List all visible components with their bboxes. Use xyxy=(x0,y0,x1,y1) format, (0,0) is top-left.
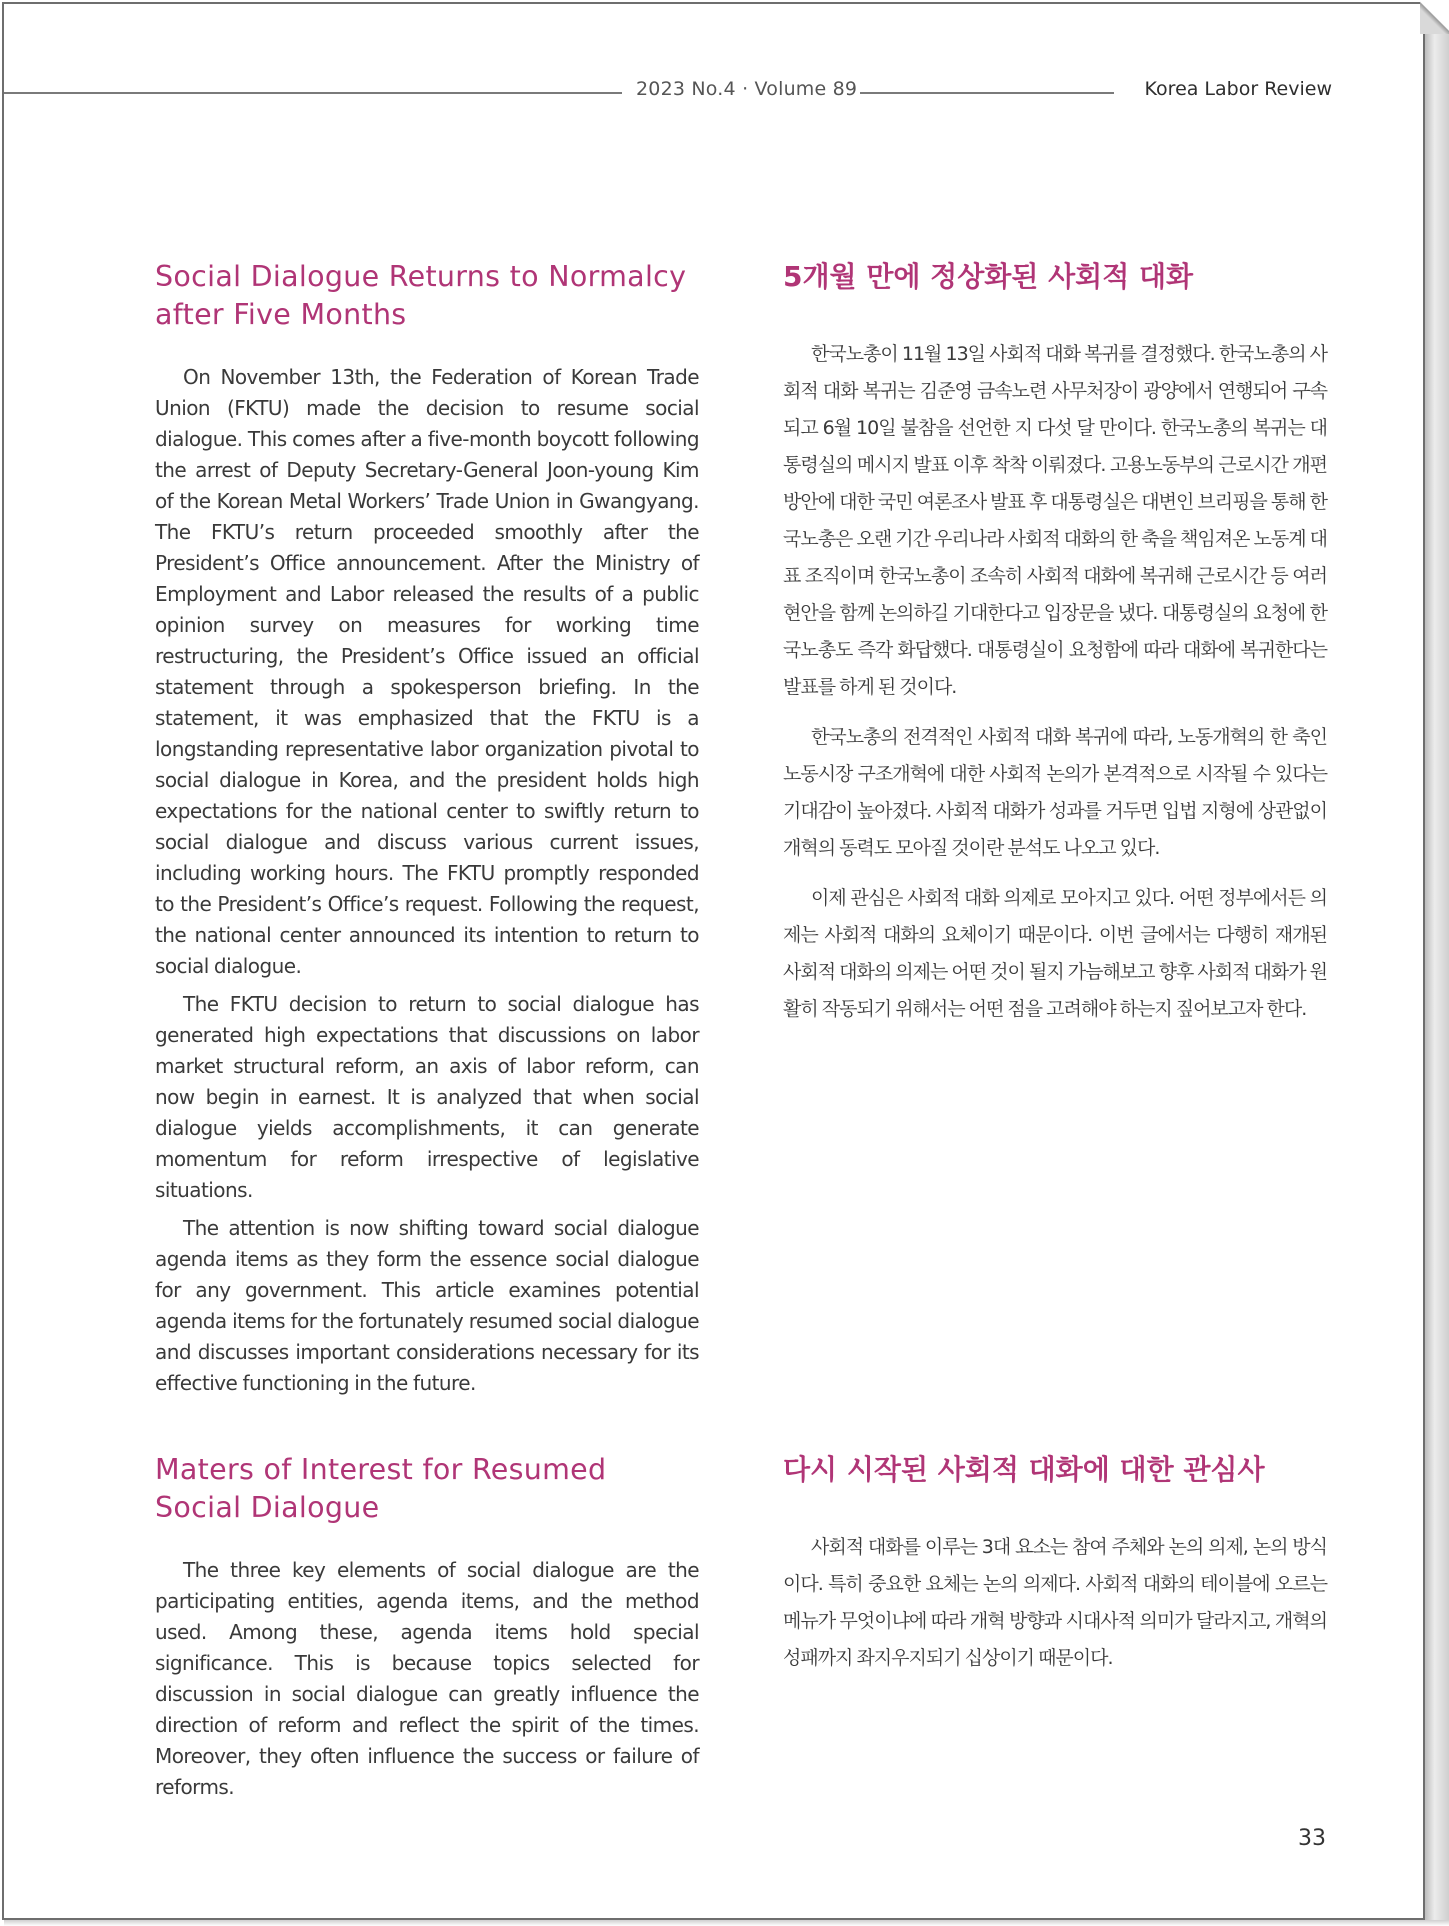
section1-english-paragraph-3: The attention is now shifting toward social dialogue agenda items as they form the essence social dialogue for any government. This article examines potential agenda items for the fortunately resumed social dialogue and discusses important considerations necessary for its effective functioning in the future. xyxy=(155,1216,699,1395)
issue-info: 2023 No.4 · Volume 89 xyxy=(636,78,858,100)
section1-english-column xyxy=(155,258,699,1399)
page-bottom-edge xyxy=(4,1920,1449,1926)
section1-english-heading: Social Dialogue Returns to Normalcy after Five Months xyxy=(155,260,687,331)
section1-korean-paragraph-3: 이제 관심은 사회적 대화 의제로 모아지고 있다. 어떤 정부에서든 의제는 사회적 대화의 요체이기 때문이다. 이번 글에서는 다행히 재개된 사회적 대화의 의제는 어떤 것이 될지 가늠해보고 향후 사회적 대화가 원활히 작동되기 위해서는 어떤 점을 고려해야 하는지 짚어보고자 한다. xyxy=(783,887,1327,1020)
header-rule-middle xyxy=(860,92,1114,94)
section1-english-paragraph-1: On November 13th, the Federation of Korean Trade Union (FKTU) made the decision to resume social dialogue. This comes after a five-month boycott following the arrest of Deputy Secretary-General Joon-young Kim of the Korean Metal Workers’ Trade Union in Gwangyang. The FKTU’s return proceeded smoothly after the President’s Office announcement. After the Ministry of Employment and Labor released the results of a public opinion survey on measures for working time restructuring, the President’s Office issued an official statement through a spokesperson briefing. In the statement, it was emphasized that the FKTU is a longstanding representative labor organization pivotal to social dialogue in Korea, and the president holds high expectations for the national center to swiftly return to social dialogue and discuss various current issues, including working hours. The FKTU promptly responded to the President’s Office’s request. Following the request, the national center announced its intention to return to social dialogue. xyxy=(155,365,699,978)
section2-english-paragraph-1: The three key elements of social dialogue are the participating entities, agenda items, and the method used. Among these, agenda items hold special significance. This is because topics selected for discussion in social dialogue can greatly influence the direction of reform and reflect the spirit of the times. Moreover, they often influence the success or failure of reforms. xyxy=(155,1558,699,1799)
section2-english-heading: Maters of Interest for Resumed Social Dialogue xyxy=(155,1453,607,1524)
running-header xyxy=(4,78,1332,108)
header-rule-left xyxy=(4,92,622,94)
page-number: 33 xyxy=(1298,1826,1326,1851)
section2-korean-column xyxy=(783,1451,1327,1677)
section2-korean-heading: 다시 시작된 사회적 대화에 대한 관심사 xyxy=(783,1453,1265,1486)
section1-korean-heading: 5개월 만에 정상화된 사회적 대화 xyxy=(783,260,1194,293)
page-curl-shadow xyxy=(1425,4,1449,1922)
journal-title: Korea Labor Review xyxy=(1144,78,1332,100)
page-corner-fold xyxy=(1420,0,1449,34)
section2-korean-paragraph-1: 사회적 대화를 이루는 3대 요소는 참여 주체와 논의 의제, 논의 방식이다. 특히 중요한 요체는 논의 의제다. 사회적 대화의 테이블에 오르는 메뉴가 무엇이냐에 따라 개혁 방향과 시대사적 의미가 달라지고, 개혁의 성패까지 좌지우지되기 십상이기 때문이다. xyxy=(783,1536,1327,1669)
section1-korean-column xyxy=(783,258,1327,1028)
section1-korean-paragraph-1: 한국노총이 11월 13일 사회적 대화 복귀를 결정했다. 한국노총의 사회적 대화 복귀는 김준영 금속노련 사무처장이 광양에서 연행되어 구속되고 6월 10일 불참을 선언한 지 다섯 달 만이다. 한국노총의 복귀는 대통령실의 메시지 발표 이후 착착 이뤄졌다. 고용노동부의 근로시간 개편방안에 대한 국민 여론조사 발표 후 대통령실은 대변인 브리핑을 통해 한국노총은 오랜 기간 우리나라 사회적 대화의 한 축을 책임져온 노동계 대표 조직이며 한국노총이 조속히 사회적 대화에 복귀해 근로시간 등 여러 현안을 함께 논의하길 기대한다고 입장문을 냈다. 대통령실의 요청에 한국노총도 즉각 화답했다. 대통령실이 요청함에 따라 대화에 복귀한다는 발표를 하게 된 것이다. xyxy=(783,343,1327,698)
section1-korean-paragraph-2: 한국노총의 전격적인 사회적 대화 복귀에 따라, 노동개혁의 한 축인 노동시장 구조개혁에 대한 사회적 논의가 본격적으로 시작될 수 있다는 기대감이 높아졌다. 사회적 대화가 성과를 거두면 입법 지형에 상관없이 개혁의 동력도 모아질 것이란 분석도 나오고 있다. xyxy=(783,726,1327,859)
section1-english-paragraph-2: The FKTU decision to return to social dialogue has generated high expectations that discussions on labor market structural reform, an axis of labor reform, can now begin in earnest. It is analyzed that when social dialogue yields accomplishments, it can generate momentum for reform irrespective of legislative situations. xyxy=(155,992,699,1202)
section2-english-column xyxy=(155,1451,699,1803)
